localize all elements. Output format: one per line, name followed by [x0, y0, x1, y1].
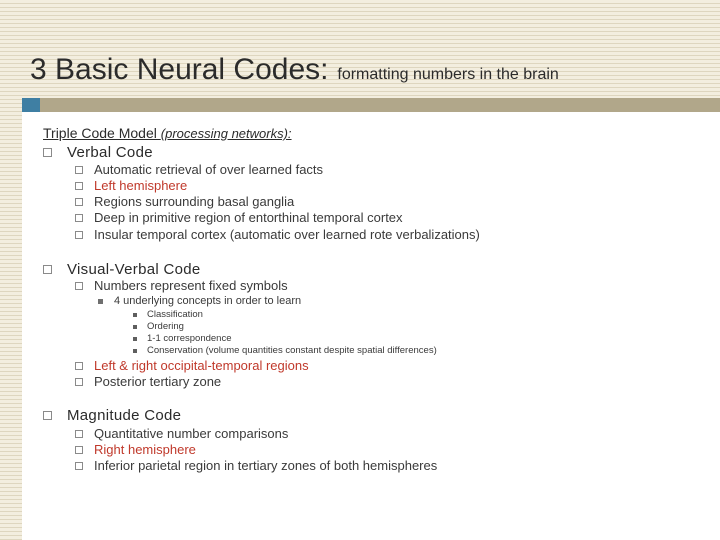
- list-item-text: Left hemisphere: [94, 178, 188, 193]
- list-item: [75, 426, 288, 441]
- list-item-text: Quantitative number comparisons: [94, 426, 289, 441]
- title-divider-bar: [22, 98, 720, 112]
- list-item-text: Numbers represent fixed symbols: [94, 278, 288, 293]
- list-item-text: Posterior tertiary zone: [94, 374, 222, 389]
- heading-text: Triple Code Model: [43, 125, 161, 141]
- checkbox-bullet-icon: [75, 362, 83, 370]
- list-item: [75, 210, 403, 225]
- list-item-text: Right hemisphere: [94, 442, 196, 457]
- heading-parenthetical: (processing networks):: [160, 126, 292, 141]
- checkbox-bullet-icon: [43, 265, 52, 274]
- checkbox-bullet-icon: [75, 198, 83, 206]
- bullet-label: Verbal Code: [67, 144, 153, 161]
- bullet-visual-verbal-code: [43, 261, 201, 278]
- section-heading: [43, 125, 292, 141]
- list-item: [75, 194, 294, 209]
- checkbox-bullet-icon: [43, 148, 52, 157]
- concept-text: Conservation (volume quantities constant despite spatial differences): [147, 345, 437, 356]
- concept-text: 1-1 correspondence: [147, 333, 232, 344]
- list-item-text: Insular temporal cortex (automatic over learned rote verbalizations): [94, 227, 480, 242]
- list-item-text: Inferior parietal region in tertiary zones of both hemispheres: [94, 458, 438, 473]
- bullet-label: Visual-Verbal Code: [67, 261, 201, 278]
- square-bullet-icon: [133, 337, 137, 341]
- list-item-text: Automatic retrieval of over learned facts: [94, 162, 324, 177]
- list-item: [75, 227, 480, 242]
- concept-item: [133, 333, 232, 344]
- checkbox-bullet-icon: [75, 214, 83, 222]
- title-divider-accent: [22, 98, 40, 112]
- checkbox-bullet-icon: [75, 231, 83, 239]
- concept-text: Ordering: [147, 321, 184, 332]
- concept-text: Classification: [147, 309, 203, 320]
- checkbox-bullet-icon: [75, 166, 83, 174]
- slide-title: [30, 52, 559, 85]
- checkbox-bullet-icon: [43, 411, 52, 420]
- concept-item: [133, 345, 437, 356]
- bullet-magnitude-code: [43, 407, 181, 424]
- bullet-label: Magnitude Code: [67, 407, 182, 424]
- square-bullet-icon: [133, 325, 137, 329]
- bullet-verbal-code: [43, 144, 153, 161]
- sub-list-item-text: 4 underlying concepts in order to learn: [114, 295, 302, 307]
- checkbox-bullet-icon: [75, 378, 83, 386]
- list-item-text: Deep in primitive region of entorthinal temporal cortex: [94, 210, 403, 225]
- list-item-text: Regions surrounding basal ganglia: [94, 194, 295, 209]
- list-item: [75, 374, 221, 389]
- list-item: [75, 178, 187, 193]
- square-bullet-icon: [133, 313, 137, 317]
- square-bullet-icon: [98, 299, 103, 304]
- concept-item: [133, 309, 203, 320]
- list-item: [75, 278, 288, 293]
- square-bullet-icon: [133, 349, 137, 353]
- list-item: [75, 162, 323, 177]
- list-item: [75, 358, 309, 373]
- slide-title-subtitle: formatting numbers in the brain: [337, 66, 559, 83]
- list-item: [75, 458, 437, 473]
- checkbox-bullet-icon: [75, 182, 83, 190]
- concept-item: [133, 321, 184, 332]
- list-item-text: Left & right occipital-temporal regions: [94, 358, 309, 373]
- checkbox-bullet-icon: [75, 282, 83, 290]
- checkbox-bullet-icon: [75, 462, 83, 470]
- list-item: [75, 442, 196, 457]
- checkbox-bullet-icon: [75, 430, 83, 438]
- checkbox-bullet-icon: [75, 446, 83, 454]
- sub-list-item: [98, 295, 301, 307]
- slide-title-main: 3 Basic Neural Codes:: [30, 53, 329, 86]
